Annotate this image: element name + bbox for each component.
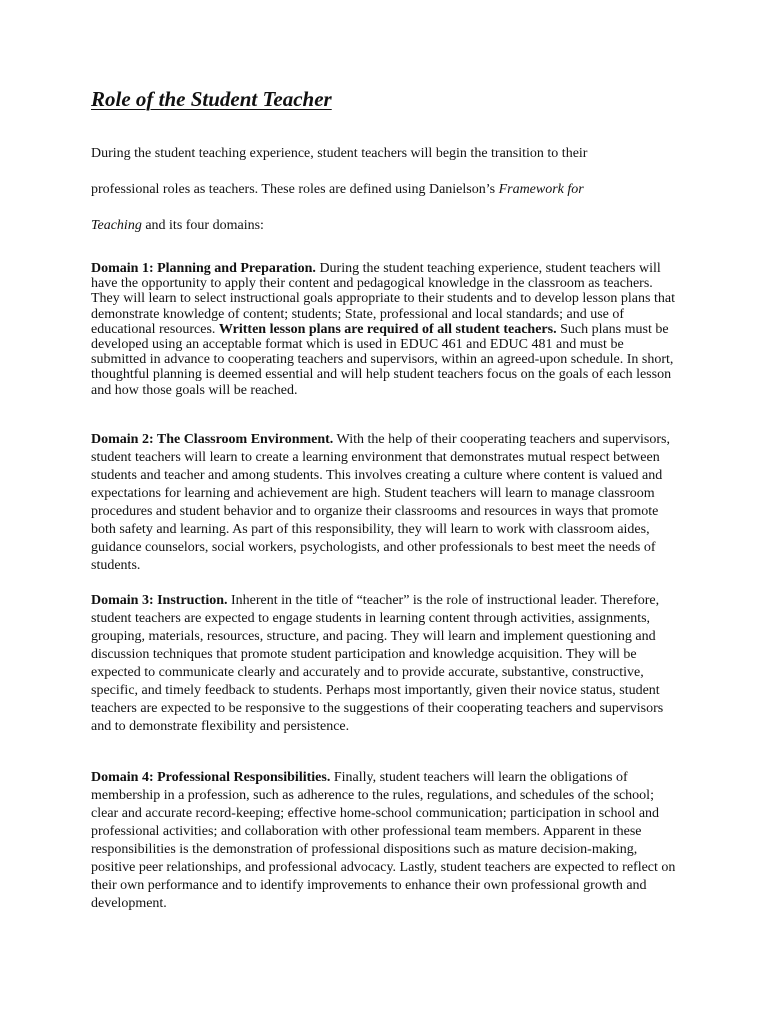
domain-3-text: Inherent in the title of “teacher” is the role of instructional leader. Therefore, student teachers are expected to engage students in learning content through activities, assignments, grouping, materials, resources, structure, and pacing. They will learn and implement questioning and discussion techniques that promote student participation and knowledge acquisition. They will be expected to communicate clearly and accurately and to provide accurate, substantive, constructive, specific, and timely feedback to students. Perhaps most importantly, given their novice status, student teachers are expected to be responsive to the suggestions of their cooperating teachers and supervisors and to demonstrate flexibility and persistence. xyxy=(91,593,664,734)
domain-1-text-part-1: During the student teaching experience, student teachers will have the opportunity to apply their content and pedagogical knowledge in the classroom as teachers. They will learn to select instructional goals appropriate to their students and to develop lesson plans that demonstrate knowledge of content; students; State, professional and local standards; and use of educational resources. xyxy=(91,261,675,337)
domain-4-text: Finally, student teachers will learn the obligations of membership in a profession, such as adherence to the rules, regulations, and schedules of the school; clear and accurate record-keeping; effective home-school communication; participation in school and professional activities; and collaboration with other professional team members. Apparent in these responsibilities is the demonstration of professional dispositions such as mature decision-making, positive peer relationships, and professional advocacy. Lastly, student teachers are expected to reflect on their own performance and to identify improvements to enhance their own professional growth and development. xyxy=(91,770,676,911)
domain-1-heading: Domain 1: Planning and Preparation. xyxy=(91,261,316,276)
domain-2-paragraph xyxy=(91,431,681,575)
domain-2-heading: Domain 2: The Classroom Environment. xyxy=(91,432,334,447)
intro-line-2 xyxy=(91,181,691,199)
page-title: Role of the Student Teacher xyxy=(91,87,332,111)
domain-3-heading: Domain 3: Instruction. xyxy=(91,593,228,608)
domain-1-emphasis: Written lesson plans are required of all student teachers. xyxy=(218,321,557,337)
intro-line-3 xyxy=(91,217,691,235)
intro-book-title-part-1: Framework for xyxy=(498,182,584,197)
intro-line-1 xyxy=(91,145,691,163)
domain-3-paragraph xyxy=(91,592,681,736)
intro-book-title-part-2: Teaching xyxy=(91,218,142,233)
intro-paragraph xyxy=(91,145,691,235)
intro-text-1: During the student teaching experience, student teachers will begin the transition to their xyxy=(91,146,588,161)
intro-text-2: professional roles as teachers. These roles are defined using Danielson’s xyxy=(91,182,499,197)
intro-text-3: and its four domains: xyxy=(141,218,264,233)
domain-1-text-part-2: Such plans must be developed using an acceptable format which is used in EDUC 461 and EDUC 481 and must be submitted in advance to cooperating teachers and supervisors, within an agreed-upon schedule. In short, thoughtful planning is deemed essential and will help student teachers focus on the goals of each lesson and how those goals will be reached. xyxy=(91,321,674,398)
domain-2-text: With the help of their cooperating teachers and supervisors, student teachers will learn to create a learning environment that demonstrates mutual respect between students and teacher and among students. This involves creating a culture where content is valued and expectations for learning and achievement are high. Student teachers will learn to manage classroom procedures and student behavior and to organize their classrooms and resources in ways that promote both safety and learning. As part of this responsibility, they will learn to work with classroom aides, guidance counselors, social workers, psychologists, and other professionals to best meet the needs of students. xyxy=(91,432,670,573)
domain-1-paragraph xyxy=(91,261,681,398)
domain-4-paragraph xyxy=(91,769,681,913)
domain-4-heading: Domain 4: Professional Responsibilities. xyxy=(91,770,331,785)
